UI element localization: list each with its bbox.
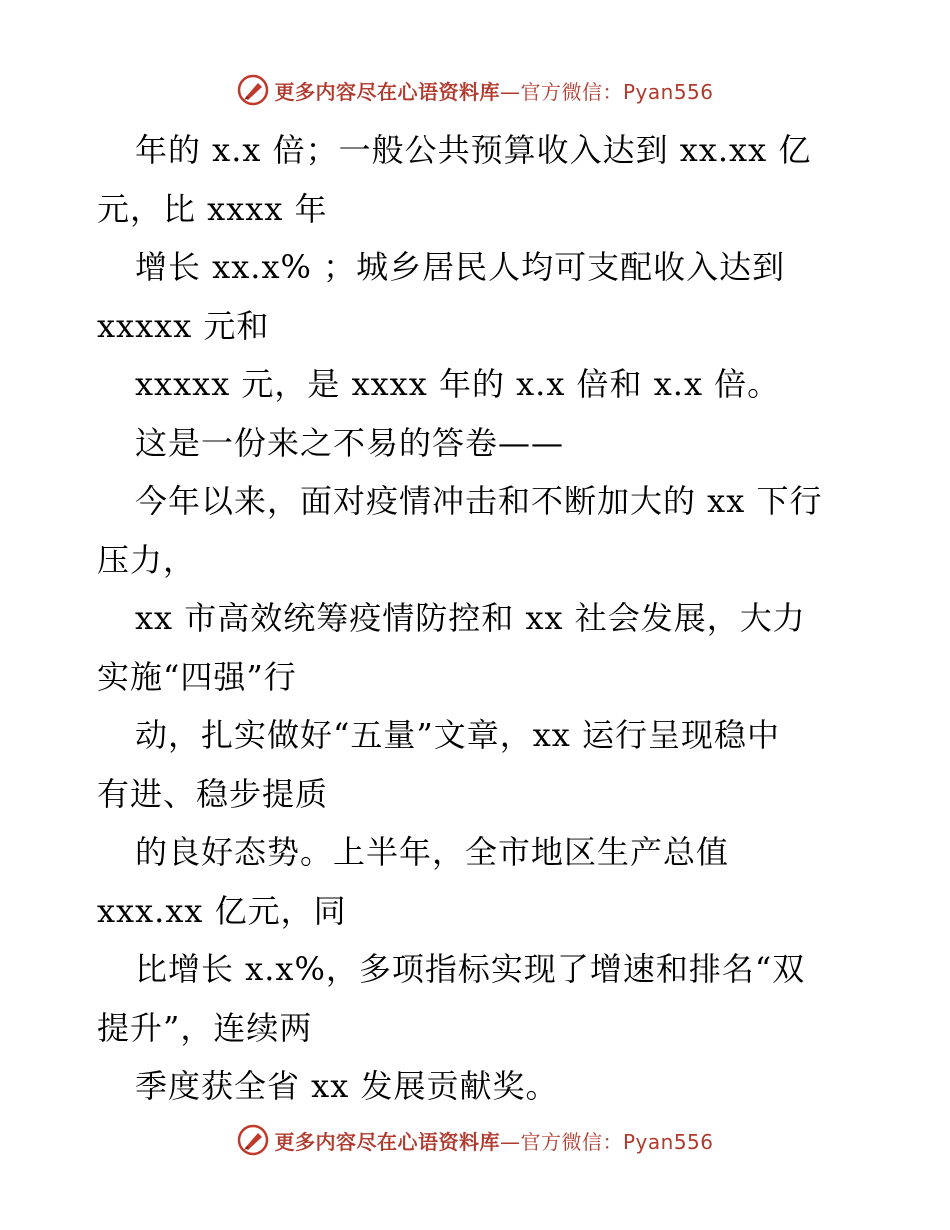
watermark-account: Pyan556 — [622, 79, 714, 104]
text-line: 提升”，连续两 — [97, 1008, 313, 1047]
text-line: 比增长 x.x%，多项指标实现了增速和排名“双 — [135, 950, 806, 988]
text-line: 元，比 xxxx 年 — [97, 189, 328, 228]
text-line: 实施“四强”行 — [97, 657, 297, 696]
watermark-label: 官方微信： — [520, 1129, 623, 1154]
text-line: 今年以来，面对疫情冲击和不断加大的 xx 下行 — [135, 482, 823, 520]
watermark-main: 更多内容尽在心语资料库 — [274, 79, 500, 104]
text-line: xx 市高效统筹疫情防控和 xx 社会发展，大力 — [135, 599, 806, 637]
text-line: 的良好态势。上半年，全市地区生产总值 — [135, 833, 730, 871]
watermark-footer — [0, 1120, 950, 1160]
text-line: 压力， — [97, 540, 197, 579]
text-line: 这是一份来之不易的答卷—— — [135, 423, 565, 462]
watermark-dash: — — [499, 79, 521, 104]
watermark-dash: — — [499, 1129, 521, 1154]
watermark-label: 官方微信： — [520, 79, 623, 104]
watermark-text — [274, 1126, 713, 1155]
watermark-account: Pyan556 — [622, 1129, 714, 1154]
text-line: 有进、稳步提质 — [97, 774, 329, 813]
document-body — [97, 121, 887, 1116]
text-line: xxx.xx 亿元，同 — [97, 891, 347, 930]
pen-logo-icon — [236, 73, 270, 107]
text-line: 动，扎实做好“五量”文章，xx 运行呈现稳中 — [135, 716, 780, 754]
text-line: 增长 xx.x% ；城乡居民人均可支配收入达到 — [135, 248, 786, 286]
watermark-header — [0, 70, 950, 110]
text-line: 季度获全省 xx 发展贡献奖。 — [135, 1067, 559, 1105]
watermark-main: 更多内容尽在心语资料库 — [274, 1129, 500, 1154]
text-line: xxxxx 元和 — [97, 306, 270, 345]
text-line: xxxxx 元，是 xxxx 年的 x.x 倍和 x.x 倍。 — [135, 365, 781, 403]
text-line: 年的 x.x 倍；一般公共预算收入达到 xx.xx 亿 — [135, 131, 812, 169]
pen-logo-icon — [236, 1123, 270, 1157]
watermark-text — [274, 76, 713, 105]
